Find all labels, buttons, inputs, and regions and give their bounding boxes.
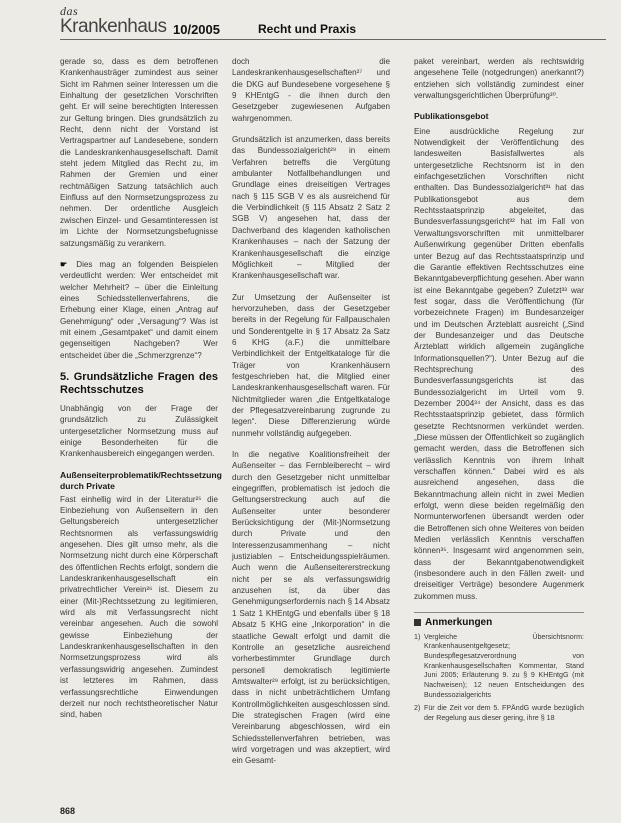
text-column-2 bbox=[232, 56, 390, 777]
pointing-hand-icon: ☛ bbox=[60, 259, 68, 269]
paragraph: doch die Landeskrankenhausgesellschaften²⁷ und die DKG auf Bundesebene vorgesehene § 9 KHEntgG - die ihnen durch den Gesetzgeber zugewiesenen Aufgaben wahrgenommen. bbox=[232, 57, 390, 123]
header-divider bbox=[60, 39, 606, 40]
square-bullet-icon bbox=[414, 619, 421, 626]
subsection-heading: Außenseiterproblematik/Rechtssetzung durch Private bbox=[60, 469, 222, 491]
issue-number: 10/2005 bbox=[173, 22, 220, 37]
text-column-1 bbox=[60, 56, 222, 731]
magazine-logo: Krankenhaus bbox=[60, 16, 167, 37]
subsection-heading: Publikationsgebot bbox=[414, 111, 489, 122]
footnote-text: Vergleiche Übersichtsnorm: Krankenhausentgeltgesetz; Bundespflegesatzverordnung von Krankenhausgesellschaften Kommentar, Stand Juni 2005; Erläuterung 9. zu § 9 KHEntgG (mit Nachweisen); 12 neuen Entscheidungen des Bundessozialgerichts bbox=[424, 632, 584, 699]
paragraph: Grundsätzlich ist anzumerken, dass bereits das Bundessozialgericht²⁸ in einem Verfahren betreffs die Vergütung ambulanter Notfallbehandlungen und Grundlage eines dreiseitigen Vertrages nach § 115 SGB V es als ausreichend für die Verbindlichkeit (§ 115 Absatz 2 Satz 2 SGB V) angesehen hat, dass der Dachverband des klagenden katholischen Krankenhauses – nach der Satzung der Krankenhausgesellschaft die einzige Möglichkeit – Mitglied der Krankenhausgesellschaft war. bbox=[232, 135, 390, 281]
footnote-text: Für die Zeit vor dem 5. FPÄndG wurde bezüglich der Regelung aus dieser gering, ihre § 18 bbox=[424, 704, 584, 723]
paragraph: Zur Umsetzung der Außenseiter ist hervorzuheben, dass der Gesetzgeber bereits in der Regelung für Fallpauschalen und Sonderentgelte in § 17 Absatz 2a Satz 6 KHG (a.F.) die unmittelbare Verbindlichkeit der Entgeltkataloge für die Träger von Krankenhäusern festgeschrieben hat, die Mitglied einer Landeskrankenhausgesellschaft waren. Für Nichtmitglieder waren „die Entgeltkataloge der Pflegesatzvereinbarung zugrunde zu legen“. Diese Differenzierung würde nunmehr vollständig aufgegeben. bbox=[232, 292, 390, 438]
page-header bbox=[60, 4, 600, 44]
footnote-number: 1) bbox=[414, 632, 421, 641]
notes-title: Anmerkungen bbox=[425, 617, 493, 629]
paragraph-text: Dies mag an folgenden Beispielen verdeutlicht werden: Wer entscheidet mit welcher Mehrheit? – über die Einleitung eines Schiedsstellenverfahrens, die Erhebung einer Klage, einen „Antrag auf Genehmigung“ oder „Versagung“? Was ist mit einem „Gesamtpaket“ und damit einem gegenseitigen Nachgeben? Wer entscheidet über die „Schmerzgrenze“? bbox=[60, 259, 218, 360]
footnote bbox=[414, 704, 584, 723]
section-heading: 5. Grundsätzliche Fragen des Rechtsschutzes bbox=[60, 370, 218, 396]
paragraph: In die negative Koalitionsfreiheit der Außenseiter – das Fernbleiberecht – wird durch den Gesetzgeber nicht unmittelbar eingegriffen, problematisch ist jedoch die Geltungserstreckung auch auf die Außenseiter unter besonderer Berücksichtigung der (Mit-)Normsetzung durch Private und den Interessenzusammenhang – nicht justiziablen – Entscheidungsspielräumen. Auch wenn die Außenseitererstreckung nicht per se als verfassungswidrig anzusehen ist, da über das Genehmigungserfordernis nach § 14 Absatz 1 Satz 1 KHEntgG und ebenfalls über § 18 Absatz 5 KHG eine „Inkorporation“ in die staatliche Gewalt erfolgt und damit die Kontrolle an gesetzliche ausreichend vorherbestimmter Grundlage durch personell demokratisch legitimierte Amtswalter²⁹ erfolgt, ist zu berücksichtigen, dass in nicht unbeträchtlichem Umfang Kontrollmöglichkeiten ausgeschlossen sind. Die strategischen Fragen (wird eine Vereinbarung abgeschlossen, wird ein Schiedsstellenverfahren betrieben, was wird vorgetragen und was akzeptiert, wird ein Gesamt- bbox=[232, 450, 390, 766]
logo-prefix: das bbox=[60, 4, 79, 18]
paragraph: paket vereinbart, werden als rechtswidrig angesehene Teile (notgedrungen) anerkannt?) entziehen sich vollständig zumindest einer verwaltungsgerichtlichen Überprüfung³⁰. bbox=[414, 57, 584, 101]
paragraph: Unabhängig von der Frage der grundsätzlich zu Zulässigkeit untergesetzlicher Normsetzung muss auf einige Besonderheiten für die Krankenhausbereich eingegangen werden. bbox=[60, 403, 218, 459]
paragraph: gerade so, dass es dem betroffenen Krankenhausträger zumindest aus seiner Sicht im Rahmen seiner Interessen um die Einhaltung der gesetzlichen Vorschriften geht. Er will seine berechtigten Interessen zur Geltung bringen. Dies grundsätzlich zu Recht, denn nicht der Vorstand ist Vertragspartner auf Landesebene, sondern die Landeskrankenhausgesellschaft. Damit steht jedem Mitglied das Recht zu, im Rahmen der Gremien und einer rechtmäßigen Satzung tatsächlich auch Einfluss auf den Normsetzungsprozess zu nehmen. Der ordentliche Ausgleich zwischen Einzel- und Gesamtinteressen ist im Lichte der Normsetzungsbefugnisse satzungsmäßig zu verankern. bbox=[60, 57, 218, 248]
footnote-number: 2) bbox=[414, 704, 421, 713]
paragraph: Eine ausdrückliche Regelung zur Notwendigkeit der Veröffentlichung des landesweiten Basisfallwertes als untergesetzliche Rechtsnorm ist in den einfachgesetzlichen Vorschriften nicht enthalten. Das Bundessozialgericht³¹ hat das Publikationsgebot aus dem Rechtsstaatsprinzip abgeleitet, das Bundesverfassungsgericht³² hat im Fall von Verwaltungsvorschriften mit unmittelbarer Außenwirkung gegenüber Dritten ebenfalls unter Bezug auf das Rechtsstaatsprinzip und die Garantie effektiven Rechtsschutzes eine Bekanntgabeverpflichtung gesehen. Aber wann ist eine Bekanntgabe gegeben? Zuletzt³³ war fest sogar, dass die Veröffentlichung (für vorbezeichnete Fragen) im Bundesanzeiger und im Deutschen Ärzteblatt ausreicht („Sind der Bundesanzeiger und das Deutsche Ärzteblatt wirklich allgemein zugängliche Informationsquellen?“). Unter Bezug auf die Rechtsprechung des Bundesverfassungsgerichts ist das Bundessozialgericht im Urteil vom 9. Dezember 2004³⁴ der Ansicht, dass es das Rechtsstaatsprinzip gebietet, dass förmlich gesetzte Rechtsnormen verkündet werden. „Diese müssen der Öffentlichkeit so zugänglich gemacht werden, dass die Betroffenen sich verlässlich Kenntnis von ihrem Inhalt verschaffen können.“ Dabei wird es als ausreichend angesehen, dass die Bekanntmachung allein nicht in zwei Medien erfolgt, wenn diese beiden regelmäßig den Normunterworfenen übersandt werden oder die Betroffenen sich ohne Weiteres von beiden Medien verlässlich Kenntnis verschaffen können³⁵. Insgesamt wird angenommen sein, dass der Bekanntgabenotwendigkeit (insbesondere auch in den Fällen zweit- und dreiseitiger Verträge) besondere Augenmerk zukommen muss. bbox=[414, 126, 584, 601]
text-column-3 bbox=[414, 56, 584, 728]
notes-header bbox=[414, 612, 584, 628]
footnote bbox=[414, 633, 584, 701]
paragraph: Fast einhellig wird in der Literatur²⁵ die Einbeziehung von Außenseitern in den Geltungsbereich untergesetzlicher Rechtsnormen als verfassungswidrig angesehen. Dies gilt umso mehr, als die Normsetzung nicht durch eine Körperschaft des öffentlichen Rechts erfolgt, sondern die Landeskrankenhausgesellschaft ein privatrechtlicher Verein²⁶ ist. Diesem zu einer (Mit-)Rechtssetzung zu legitimieren, wird als mit Verfassungsrecht nicht vereinbar angesehen. Auch die sowohl gewisse Einbeziehung der Landeskrankenhausgesellschaften in den Normsetzungsprozess wird als verfassungswidrig angesehen. Zumindest ist letzteres im Rahmen, dass verfassungsrechtliche Einwendungen derzeit nur noch rechtstheoretischer Natur sind, haben bbox=[60, 494, 218, 720]
paragraph bbox=[60, 259, 218, 361]
page-number: 868 bbox=[60, 806, 76, 816]
section-title: Recht und Praxis bbox=[258, 22, 357, 36]
